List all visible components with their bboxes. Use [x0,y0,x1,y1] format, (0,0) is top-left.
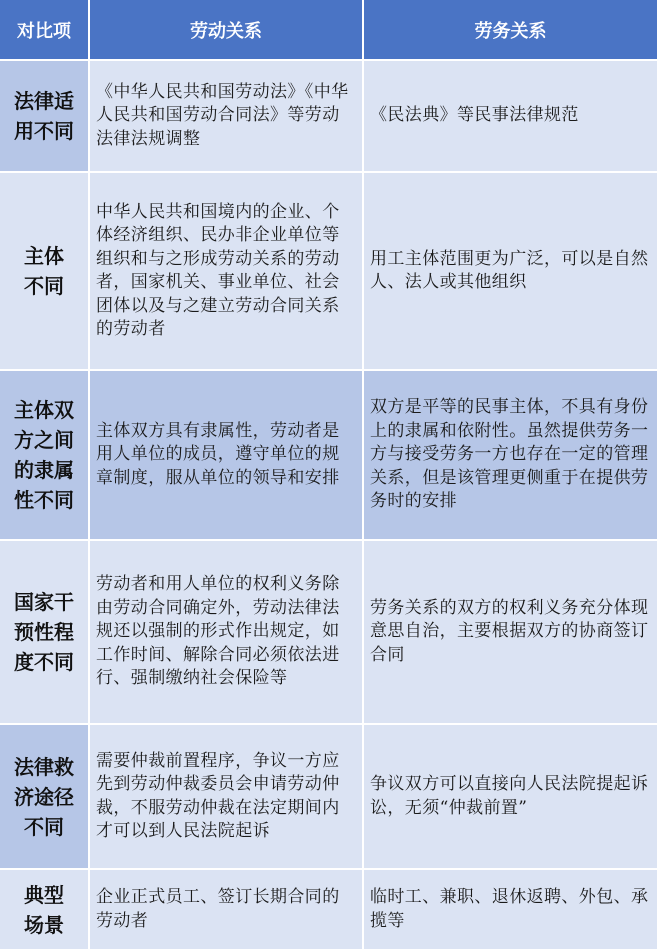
row-service-subject [364,173,657,371]
row-labor-subject-text: 中华人民共和国境内的企业、个体经济组织、民办非企业单位等组织和与之形成劳动关系的劳动者，国家机关、事业单位、社会团体以及与之建立劳动合同关系的劳动者 [96,201,340,339]
row-labor-scenario [90,870,364,949]
row-labor-scenario-text: 企业正式员工、签订长期合同的劳动者 [96,887,340,931]
row-service-scenario [364,870,657,949]
row-labor-remedy [90,725,364,870]
row-labor-subordination-text: 主体双方具有隶属性，劳动者是用人单位的成员，遵守单位的规章制度，服从单位的领导和安排 [96,420,340,488]
row-item-subject [0,173,90,371]
row-item-subject-text: 主体不同 [24,244,64,298]
row-labor-intervention-text: 劳动者和用人单位的权利义务除由劳动合同确定外，劳动法律法规还以强制的形式作出规定，如工作时间、解除合同必须依法进行、强制缴纳社会保险等 [96,574,340,689]
row-item-scenario [0,870,90,949]
header-labor [90,0,364,61]
row-service-scenario-text: 临时工、兼职、退休返聘、外包、承揽等 [370,887,649,931]
row-service-subordination-text: 双方是平等的民事主体，不具有身份上的隶属和依附性。虽然提供劳务一方与接受劳务一方也存在一定的管理关系，但是该管理更侧重于在提供劳务时的安排 [370,397,649,512]
row-item-remedy [0,725,90,870]
row-service-intervention-text: 劳务关系的双方的权利义务充分体现意思自治，主要根据双方的协商签订合同 [370,597,649,665]
row-item-remedy-text: 法律救济途径不同 [14,754,74,839]
row-item-subordination-text: 主体双方之间的隶属性不同 [14,398,74,512]
header-service-text: 劳务关系 [474,20,547,42]
row-service-remedy [364,725,657,870]
row-labor-law-text: 《中华人民共和国劳动法》《中华人民共和国劳动合同法》等劳动法律法规调整 [96,81,349,149]
row-item-intervention [0,541,90,725]
row-item-law [0,61,90,173]
header-item-text: 对比项 [17,20,71,42]
header-labor-text: 劳动关系 [190,20,262,42]
header-item [0,0,90,61]
row-item-law-text: 法律适用不同 [14,89,74,143]
row-labor-law [90,61,364,173]
row-labor-remedy-text: 需要仲裁前置程序，争议一方应先到劳动仲裁委员会申请劳动仲裁，不服劳动仲裁在法定期间内才可以到人民法院起诉 [96,750,340,841]
row-item-intervention-text: 国家干预性程度不同 [14,590,74,674]
row-service-intervention [364,541,657,725]
row-service-subject-text: 用工主体范围更为广泛，可以是自然人、法人或其他组织 [370,248,649,292]
row-item-scenario-text: 典型场景 [24,882,64,937]
row-service-law-text: 《民法典》等民事法律规范 [370,105,579,126]
row-labor-subordination [90,371,364,541]
header-service [364,0,657,61]
row-labor-intervention [90,541,364,725]
row-item-subordination [0,371,90,541]
row-labor-subject [90,173,364,371]
row-service-law [364,61,657,173]
row-service-remedy-text: 争议双方可以直接向人民法院提起诉讼，无须“仲裁前置” [370,774,649,818]
row-service-subordination [364,371,657,541]
